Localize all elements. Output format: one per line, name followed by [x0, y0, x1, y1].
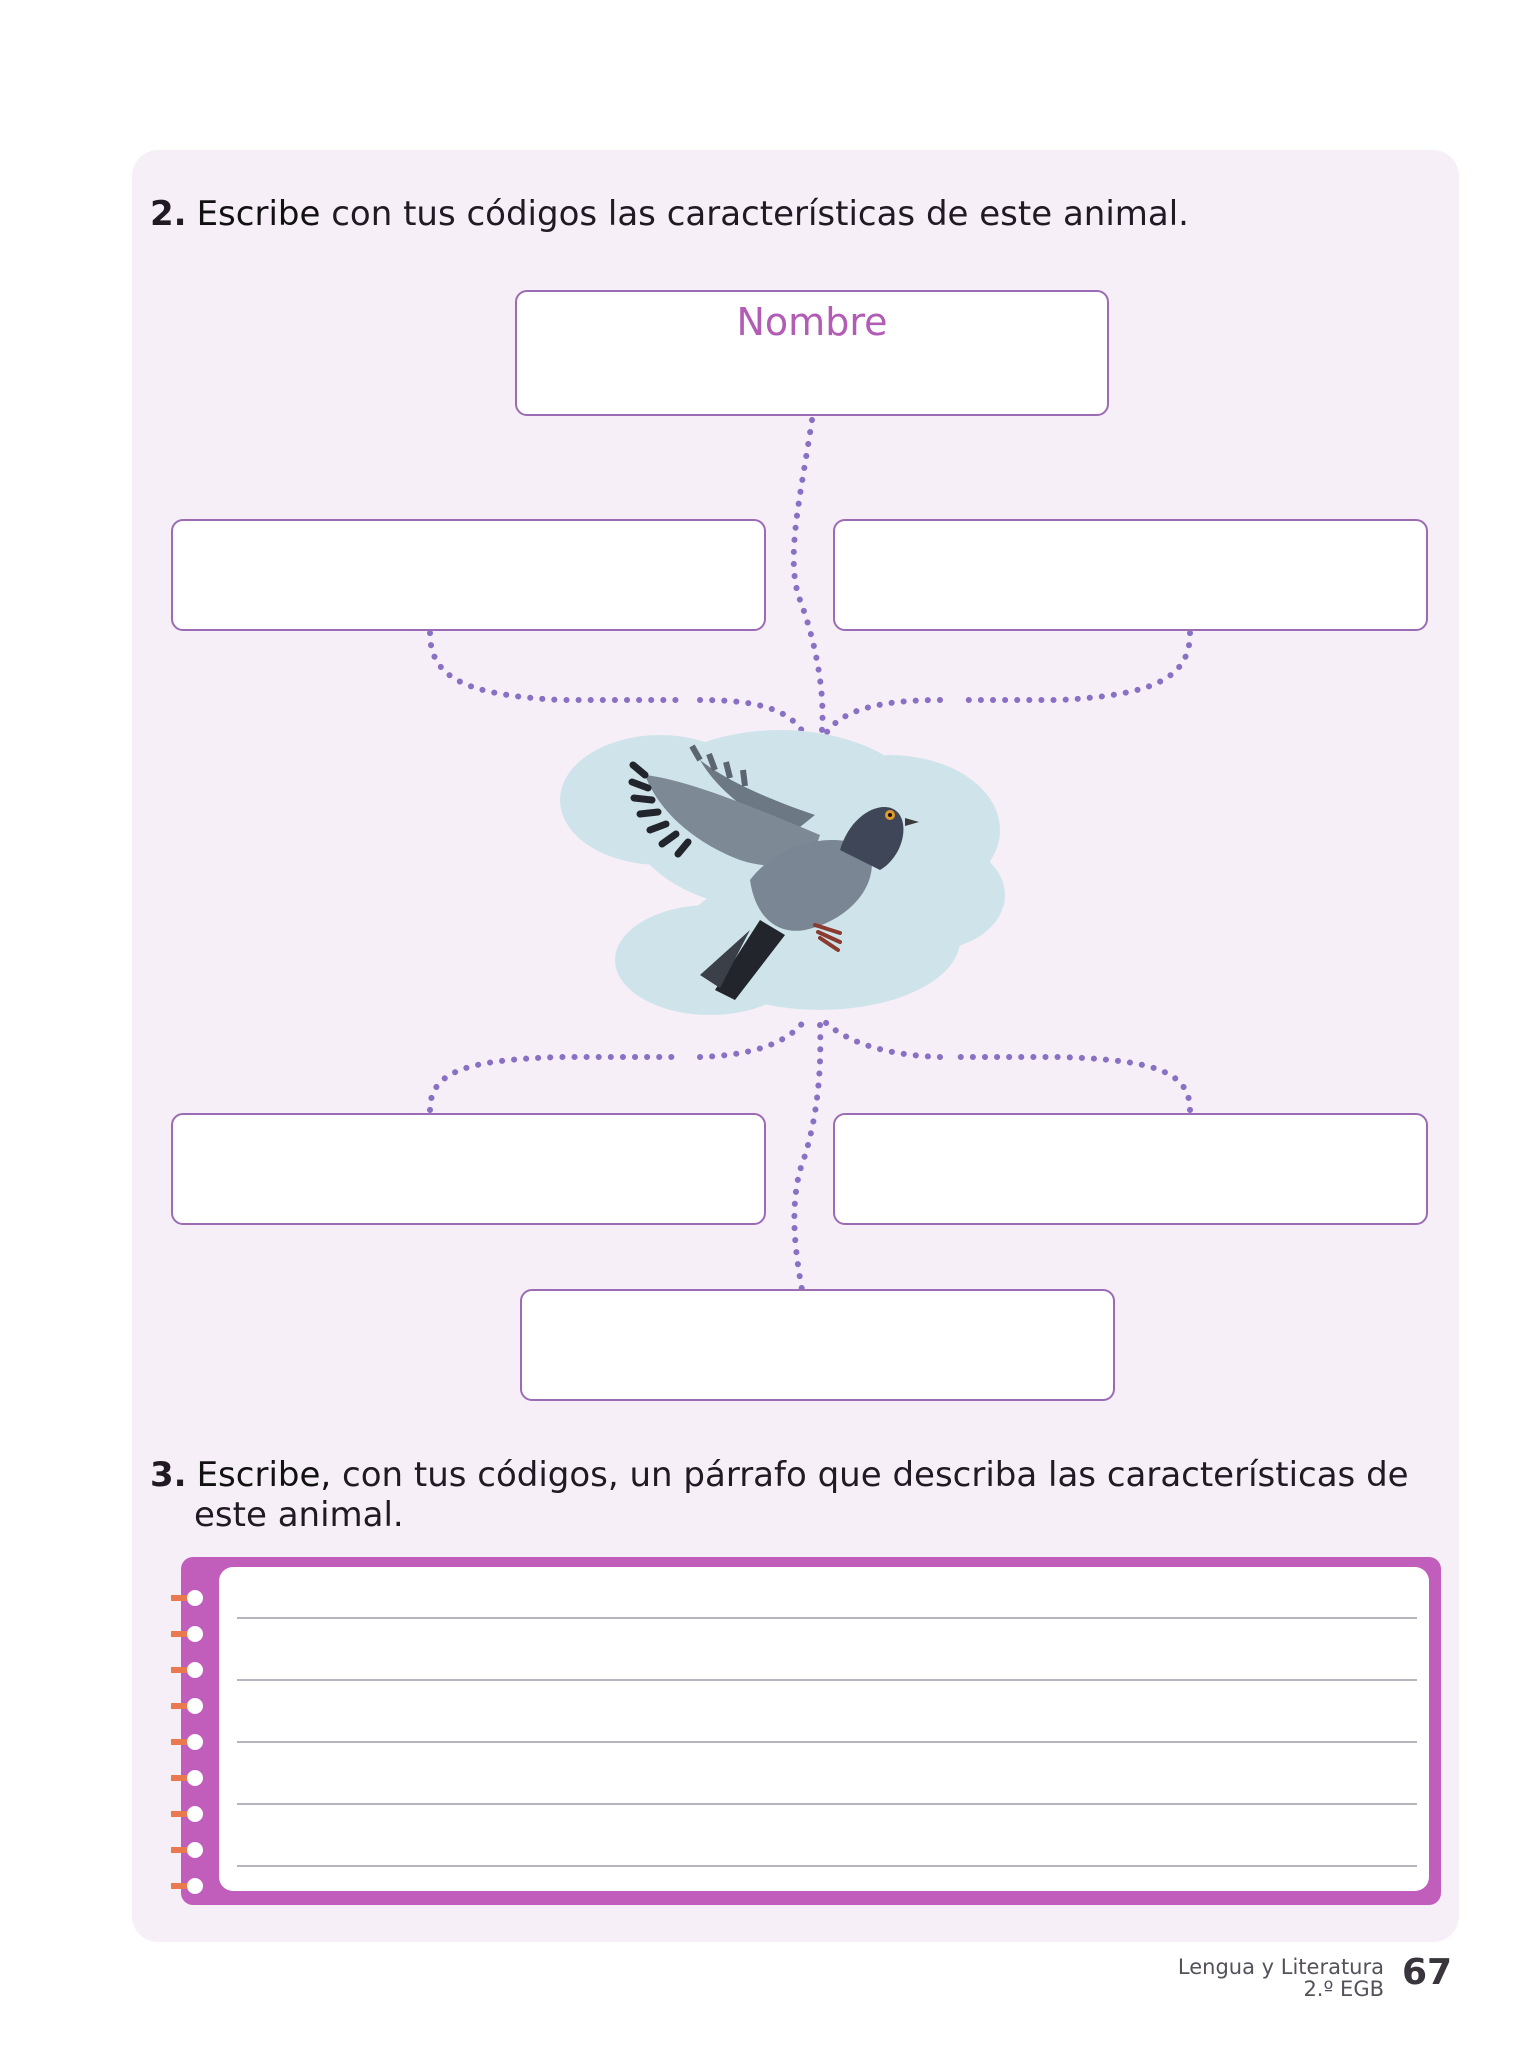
- connector-bottom: [794, 1025, 820, 1290]
- page-number: 67: [1402, 1952, 1453, 1993]
- question-3-text-line1: con tus códigos, un párrafo que describa las características de: [342, 1455, 1409, 1495]
- name-box[interactable]: [515, 290, 1109, 416]
- feature-box-5[interactable]: [520, 1289, 1115, 1401]
- footer-subject: Lengua y Literatura: [1177, 1955, 1384, 1979]
- connector-bottom-right: [960, 1057, 1190, 1110]
- spiral-ring-icon: [171, 1875, 207, 1897]
- connector-title: [794, 420, 823, 730]
- question-3-number: 3.: [150, 1455, 187, 1495]
- feature-box-1[interactable]: [171, 519, 766, 631]
- spiral-ring-icon: [171, 1731, 207, 1753]
- connector-top-right: [960, 633, 1190, 700]
- writing-line: [237, 1679, 1417, 1681]
- feature-box-3[interactable]: [171, 1113, 766, 1225]
- question-3-verb: Escribe,: [196, 1455, 332, 1495]
- connector-bottom-left-b: [700, 1020, 805, 1057]
- writing-line: [237, 1617, 1417, 1619]
- question-2-text: con tus códigos las características de este animal.: [331, 194, 1189, 234]
- pigeon-illustration: [550, 720, 1020, 1020]
- spiral-ring-icon: [171, 1659, 207, 1681]
- spiral-ring-icon: [171, 1587, 207, 1609]
- writing-line: [237, 1803, 1417, 1805]
- connector-top-left: [430, 633, 680, 700]
- footer-grade: 2.º EGB: [1303, 1977, 1384, 2001]
- question-3: [150, 1455, 1410, 1535]
- feature-box-4[interactable]: [833, 1113, 1428, 1225]
- connector-bottom-left: [430, 1057, 680, 1110]
- writing-line: [237, 1741, 1417, 1743]
- feature-box-2[interactable]: [833, 519, 1428, 631]
- spiral-ring-icon: [171, 1623, 207, 1645]
- spiral-ring-icon: [171, 1767, 207, 1789]
- question-2-verb: Escribe: [196, 194, 321, 234]
- notebook-writing-area: [181, 1557, 1441, 1905]
- spiral-ring-icon: [171, 1695, 207, 1717]
- question-2-number: 2.: [150, 194, 187, 234]
- connector-bottom-right-b: [825, 1022, 940, 1057]
- question-3-text-line2: este animal.: [194, 1495, 404, 1535]
- spiral-ring-icon: [171, 1839, 207, 1861]
- notebook-paper[interactable]: [219, 1567, 1429, 1891]
- name-label: Nombre: [736, 300, 888, 344]
- writing-line: [237, 1865, 1417, 1867]
- footer: [1100, 1956, 1384, 2000]
- spiral-ring-icon: [171, 1803, 207, 1825]
